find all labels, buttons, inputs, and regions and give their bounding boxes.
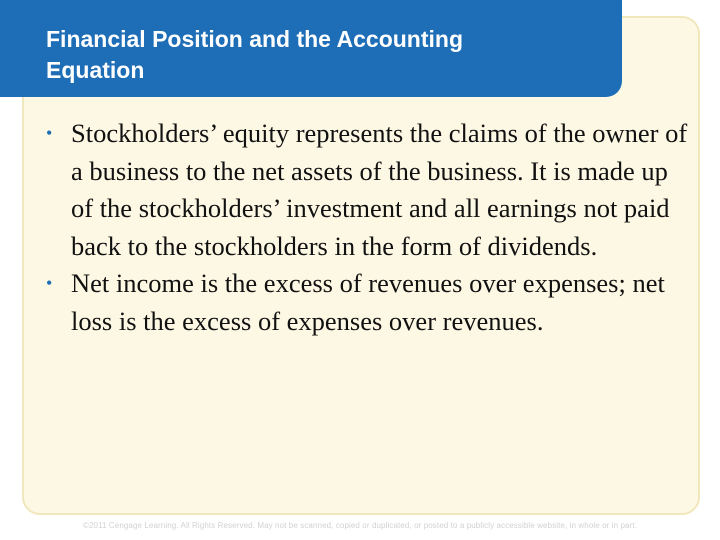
bullet-icon: •: [46, 273, 53, 293]
bullet-item: [46, 265, 696, 340]
slide-title-line-1: Financial Position and the Accounting: [46, 26, 463, 52]
bullet-text: Net income is the excess of revenues over expenses; net loss is the excess of expenses over revenues.: [71, 268, 665, 336]
slide-title-line-2: Equation: [46, 57, 145, 83]
title-bar: [0, 0, 622, 97]
bullet-icon: •: [46, 123, 53, 143]
bullet-text: Stockholders’ equity represents the claims of the owner of a business to the net assets of the business. It is made up of the stockholders’ investment and all earnings not paid back to the stockholders in the form of dividends.: [71, 118, 688, 261]
copyright-footer: ©2011 Cengage Learning. All Rights Reserved. May not be scanned, copied or duplicated, or posted to a publicly accessible website, in whole or in part.: [82, 521, 638, 530]
slide-title: [46, 24, 622, 86]
bullet-list: [46, 115, 696, 340]
bullet-item: [46, 115, 696, 265]
